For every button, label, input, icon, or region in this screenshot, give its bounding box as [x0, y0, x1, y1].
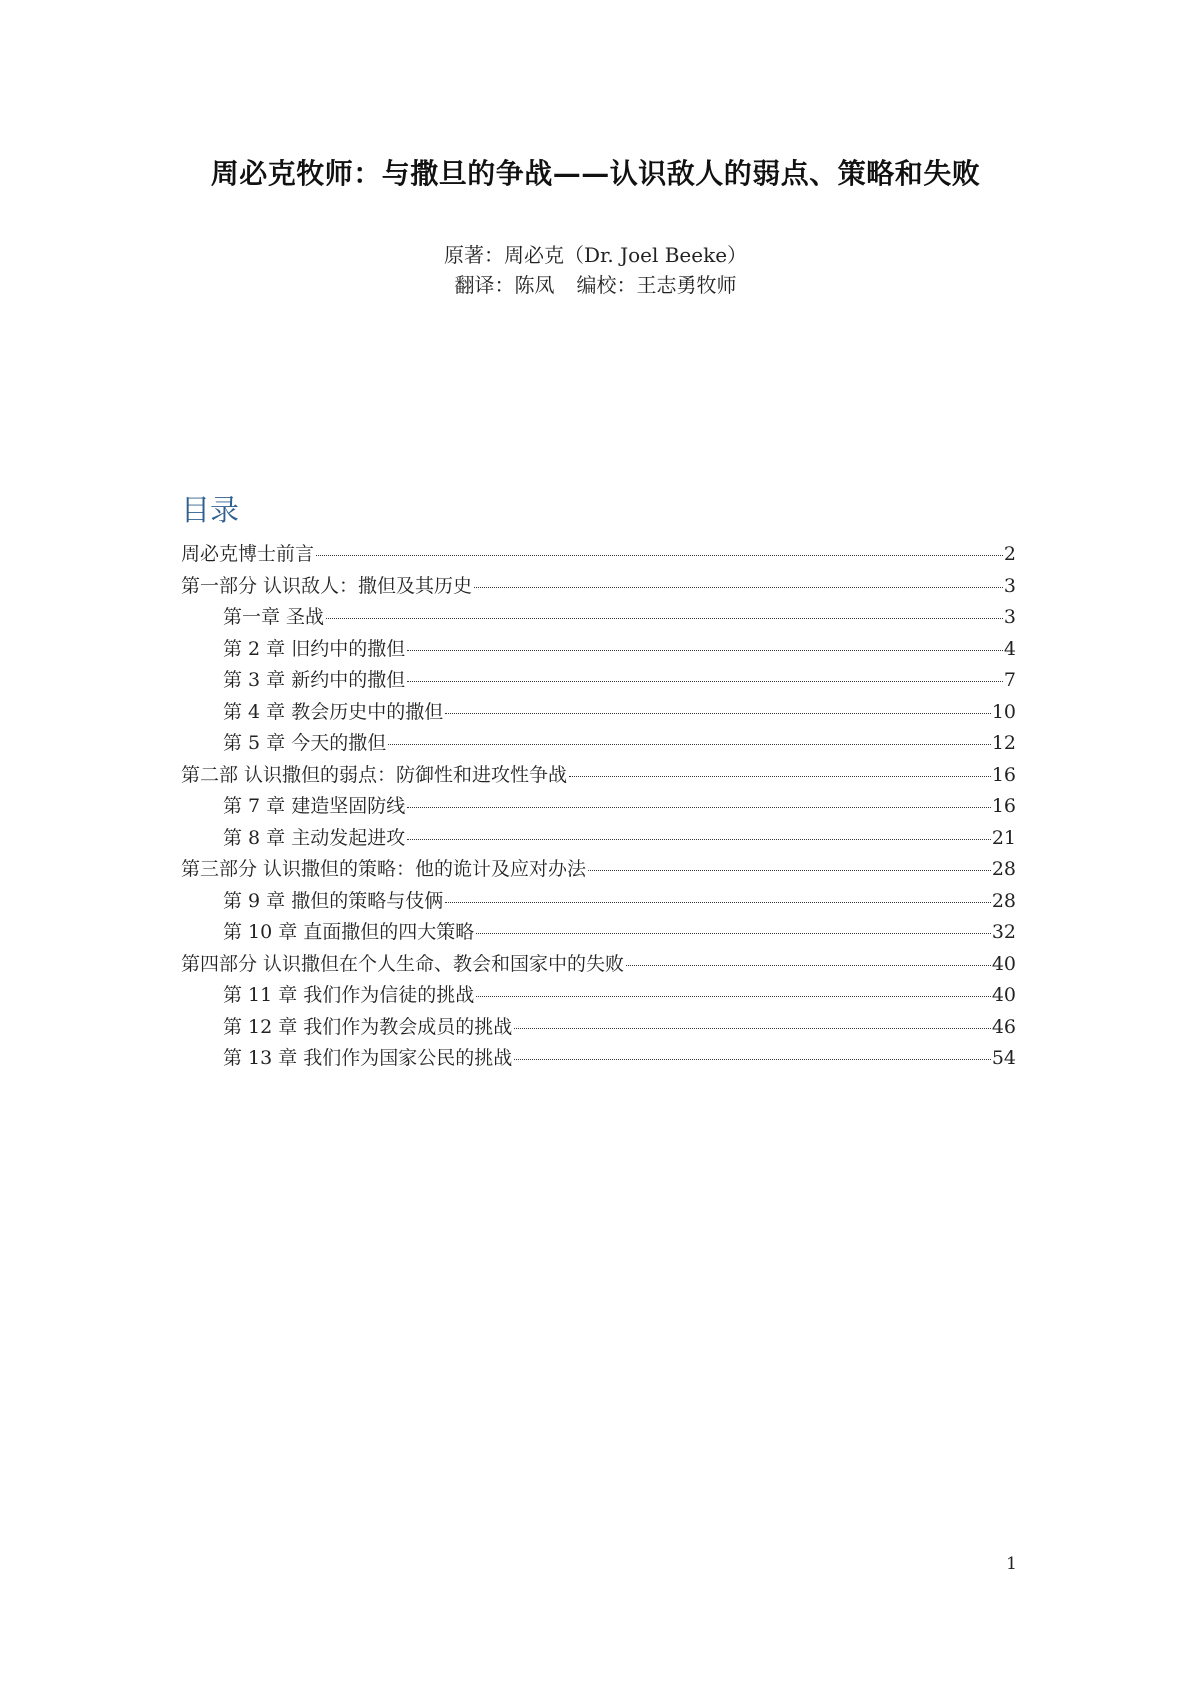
toc-entry-page: 16 — [991, 795, 1016, 817]
toc-dot-leader — [514, 1059, 991, 1060]
toc-entry-label: 第 13 章 我们作为国家公民的挑战 — [223, 1047, 513, 1069]
toc-entry-label: 第二部 认识撒但的弱点：防御性和进攻性争战 — [181, 763, 568, 786]
toc-dot-leader — [476, 933, 991, 934]
toc-dot-leader — [388, 744, 991, 745]
toc-entry[interactable] — [181, 665, 1016, 697]
toc-dot-leader — [407, 650, 1003, 651]
translator-credit: 翻译：陈凤 — [454, 273, 555, 297]
toc-entry[interactable] — [181, 886, 1016, 918]
toc-entry-label: 第一部分 认识敌人：撒但及其历史 — [181, 574, 473, 597]
toc-dot-leader — [407, 807, 991, 808]
toc-entry[interactable] — [181, 1043, 1016, 1075]
toc-entry-page: 40 — [991, 952, 1016, 975]
document-title: 周必克牧师：与撒旦的争战——认识敌人的弱点、策略和失败 — [210, 157, 981, 190]
toc-entry[interactable] — [181, 571, 1016, 603]
toc-entry[interactable] — [181, 634, 1016, 666]
toc-entry-label: 第 9 章 撒但的策略与伎俩 — [223, 889, 444, 912]
toc-entry-page: 54 — [991, 1047, 1016, 1069]
toc-entry-page: 16 — [991, 763, 1016, 786]
toc-entry[interactable] — [181, 539, 1016, 571]
table-of-contents — [181, 539, 1016, 1075]
toc-entry[interactable] — [181, 791, 1016, 823]
toc-entry-label: 第 11 章 我们作为信徒的挑战 — [223, 984, 475, 1006]
toc-heading: 目录 — [181, 493, 240, 527]
toc-dot-leader — [514, 1028, 991, 1029]
toc-entry[interactable] — [181, 980, 1016, 1012]
editor-credit: 编校：王志勇牧师 — [576, 273, 737, 297]
toc-entry-label: 第 8 章 主动发起进攻 — [223, 826, 406, 849]
page-number: 1 — [1006, 1554, 1017, 1574]
toc-entry-page: 46 — [991, 1015, 1016, 1038]
toc-entry-label: 周必克博士前言 — [181, 543, 315, 565]
toc-entry[interactable] — [181, 697, 1016, 729]
toc-entry-page: 28 — [991, 858, 1016, 880]
toc-dot-leader — [316, 555, 1003, 556]
toc-dot-leader — [445, 713, 991, 714]
toc-entry[interactable] — [181, 823, 1016, 855]
toc-entry[interactable] — [181, 949, 1016, 981]
toc-entry-label: 第 5 章 今天的撒但 — [223, 732, 387, 754]
toc-entry[interactable] — [181, 728, 1016, 760]
toc-entry-page: 32 — [991, 921, 1016, 943]
toc-dot-leader — [474, 587, 1003, 588]
toc-dot-leader — [407, 681, 1003, 682]
toc-entry-page: 3 — [1003, 606, 1016, 628]
toc-entry-page: 28 — [991, 889, 1016, 912]
toc-entry[interactable] — [181, 917, 1016, 949]
toc-entry-label: 第一章 圣战 — [223, 606, 325, 628]
toc-dot-leader — [588, 870, 991, 871]
toc-entry-label: 第 4 章 教会历史中的撒但 — [223, 700, 444, 723]
toc-entry-page: 21 — [991, 826, 1016, 849]
toc-dot-leader — [445, 902, 991, 903]
toc-entry-label: 第 10 章 直面撒但的四大策略 — [223, 921, 475, 943]
toc-dot-leader — [569, 776, 991, 777]
toc-entry-label: 第 12 章 我们作为教会成员的挑战 — [223, 1015, 513, 1038]
toc-entry-page: 3 — [1003, 574, 1016, 597]
toc-entry-label: 第四部分 认识撒但在个人生命、教会和国家中的失败 — [181, 952, 625, 975]
toc-entry-page: 7 — [1003, 669, 1016, 691]
toc-entry-page: 40 — [991, 984, 1016, 1006]
toc-entry-page: 4 — [1003, 637, 1016, 660]
translation-credits-line — [0, 270, 1191, 300]
toc-entry[interactable] — [181, 854, 1016, 886]
toc-entry-page: 2 — [1003, 543, 1016, 565]
toc-entry[interactable] — [181, 602, 1016, 634]
credits-block — [0, 240, 1191, 300]
toc-entry-label: 第三部分 认识撒但的策略：他的诡计及应对办法 — [181, 858, 587, 880]
toc-dot-leader — [407, 839, 991, 840]
toc-entry-page: 10 — [991, 700, 1016, 723]
toc-entry-label: 第 7 章 建造坚固防线 — [223, 795, 406, 817]
toc-dot-leader — [326, 618, 1003, 619]
toc-dot-leader — [476, 996, 991, 997]
toc-entry[interactable] — [181, 760, 1016, 792]
toc-entry[interactable] — [181, 1012, 1016, 1044]
toc-entry-label: 第 3 章 新约中的撒但 — [223, 669, 406, 691]
toc-entry-page: 12 — [991, 732, 1016, 754]
toc-entry-label: 第 2 章 旧约中的撒但 — [223, 637, 406, 660]
toc-dot-leader — [626, 965, 991, 966]
author-line: 原著：周必克（Dr. Joel Beeke） — [443, 243, 748, 267]
